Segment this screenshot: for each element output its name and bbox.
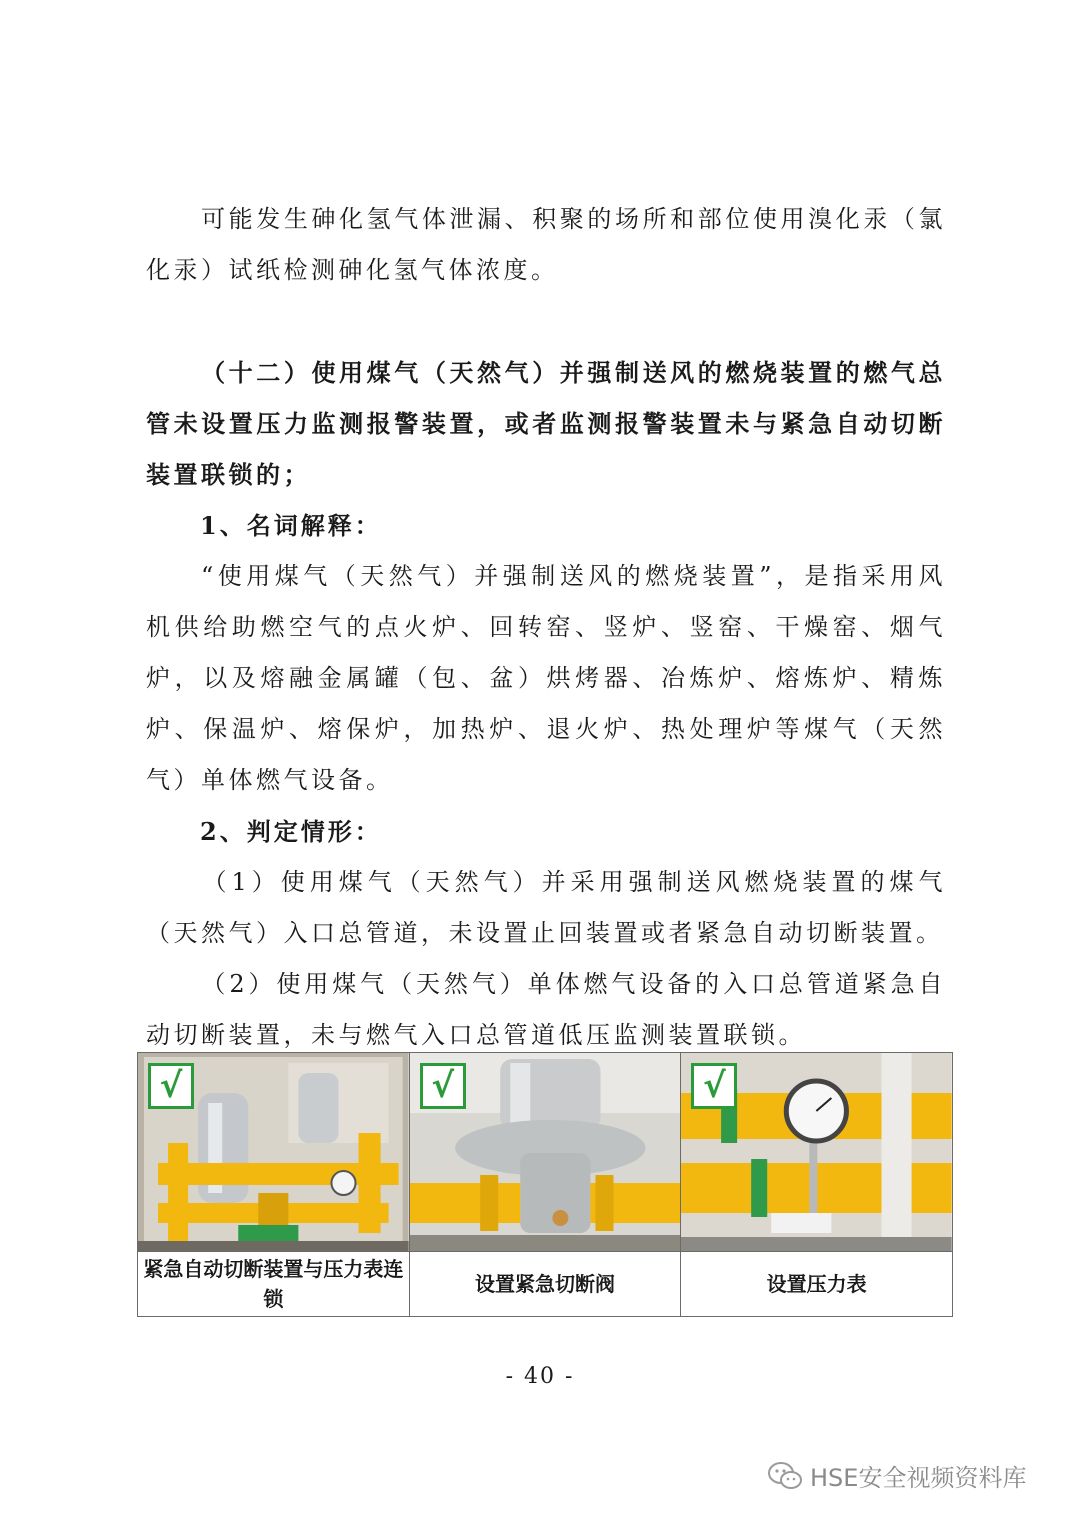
check-mark-icon: √ [420, 1063, 466, 1109]
photo-emergency-shutoff-valve [410, 1053, 681, 1251]
heading-criteria: 2、判定情形： [200, 817, 382, 846]
figure-table [137, 1052, 953, 1317]
figure-caption-1: 紧急自动切断装置与压力表连锁 [138, 1252, 410, 1317]
check-mark-icon: √ [148, 1063, 194, 1109]
photo-cell [409, 1053, 681, 1252]
figure-caption-3: 设置压力表 [681, 1252, 953, 1317]
paragraph-criterion-2: （2）使用煤气（天然气）单体燃气设备的入口总管道紧急自动切断装置，未与燃气入口总管道低压监测装置联锁。 [146, 970, 946, 1049]
watermark [768, 1458, 1026, 1493]
figure-caption-2: 设置紧急切断阀 [409, 1252, 681, 1317]
watermark-text: HSE安全视频资料库 [810, 1464, 1027, 1492]
heading-definitions: 1、名词解释： [200, 511, 382, 540]
photo-shutoff-device-with-gauge [138, 1053, 409, 1251]
photo-cell [138, 1053, 410, 1252]
paragraph-criterion-1: （1）使用煤气（天然气）并采用强制送风燃烧装置的煤气（天然气）入口总管道，未设置止回装置或者紧急自动切断装置。 [146, 868, 946, 947]
page-number: - 40 - [505, 1364, 575, 1389]
paragraph-arsine: 可能发生砷化氢气体泄漏、积聚的场所和部位使用溴化汞（氯化汞）试纸检测砷化氢气体浓度。 [146, 205, 946, 284]
paragraph-definition: “使用煤气（天然气）并强制送风的燃烧装置”，是指采用风机供给助燃空气的点火炉、回转窑、竖炉、竖窑、干燥窑、烟气炉，以及熔融金属罐（包、盆）烘烤器、冶炼炉、熔炼炉、精炼炉、保温炉、熔保炉，加热炉、退火炉、热处理炉等煤气（天然气）单体燃气设备。 [146, 562, 946, 794]
photo-pressure-gauge [681, 1053, 952, 1251]
paragraph-item-12: （十二）使用煤气（天然气）并强制送风的燃烧装置的燃气总管未设置压力监测报警装置，或者监测报警装置未与紧急自动切断装置联锁的； [146, 358, 946, 489]
check-mark-icon: √ [691, 1063, 737, 1109]
photo-cell [681, 1053, 953, 1252]
wechat-icon [768, 1461, 802, 1491]
